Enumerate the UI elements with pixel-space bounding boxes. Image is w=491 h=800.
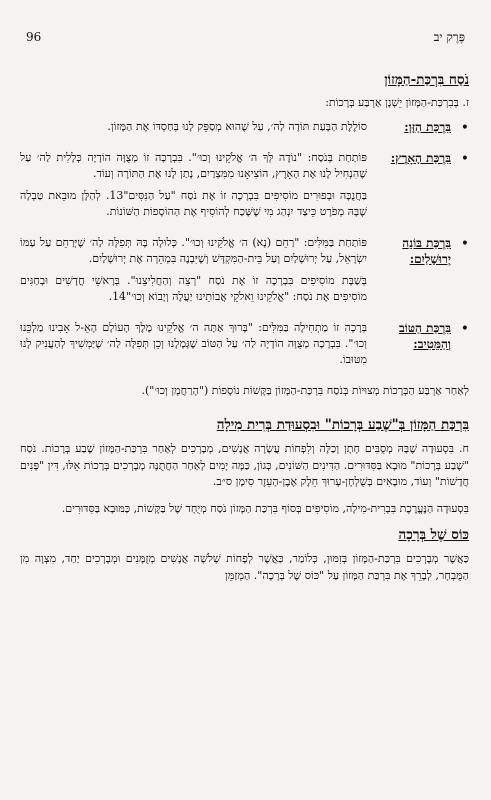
blessing-paragraph: בְּרָכָה זוֹ מַתְחִילָה בַּמִּלִּים: "בָּרוּךְ אַתָּה ה׳ אֱלֹקֵינוּ מֶלֶךְ הָעוֹלָם הָאֵ-ל אָבִינוּ מַלְכֵּנוּ וְכוּ׳". בִּבְרָכָה מְצֻוָּה הוֹדָיָה לַה׳ עַל הַטּוֹב שֶׁגְּמָלָנוּ וְכֵן תְּפִלָּה לַה׳ שֶׁיַּמְשִׁיךְ לְהַעֲנִיק לָנוּ מִטּוּבוֹ. bbox=[20, 321, 367, 366]
blessing-text bbox=[20, 150, 367, 226]
body-paragraph: ח. בִּסְעוּדָה שֶׁבָּהּ מְסֻבִּים חָתָן וְכַלָּה וְלִפְחוֹת עֲשָׂרָה אֲנָשִׁים, מְבָרְכִים לְאַחַר בִּרְכַּת-הַמָּזוֹן שֶׁבַע בְּרָכוֹת. נֹסַח "שֶׁבַע בְּרָכוֹת" מוּבָא בַּסִּדּוּרִים. הַדִּינִים הַשּׁוֹנִים, כְּגוֹן, כַּמָּה יָמִים לְאַחַר הַחֲתֻנָּה מְבָרְכִים בְּרָכוֹת אֵלּוּ, דִּין "פָּנִים חֲדָשׁוֹת" וְעוֹד, מוּבָאִים בְּשֻׁלְחָן-עָרוּךְ חֵלֶק אֶבֶן-הָעֵזֶר סִימָן ס״ב. bbox=[20, 442, 469, 488]
blessing-text bbox=[20, 119, 367, 141]
blessing-row-hatov-vehametiv bbox=[20, 320, 469, 374]
page-content bbox=[20, 72, 469, 594]
bullet-icon: • bbox=[460, 120, 469, 136]
blessing-paragraph: פּוֹתַחַת בְּנֹסַח: "נוֹדֶה לְּךָ ה׳ אֱלֹקֵינוּ וְכוּ׳". בִּבְרָכָה זוֹ מְצֻוָּה הוֹדָיָה כְּלָלִית לַה׳ עַל שֶׁהִנְחִיל לָנוּ אֶת הָאָרֶץ, הוֹצִיאָנוּ מִמִּצְרַיִם, נָתַן לָנוּ אֶת הַתּוֹרָה וְעוֹד. bbox=[20, 151, 367, 180]
body-paragraph: בִּסְעוּדָה הַנֶּעֱרֶכֶת בִּבְרִית-מִילָה, מוֹסִיפִים בְּסוֹף בִּרְכַּת הַמָּזוֹן נֹסַח מְיֻחָד שֶׁל בַּקָּשׁוֹת, כַּמּוּבָא בַּסִּדּוּרִים. bbox=[61, 501, 469, 515]
section-title: נֹסַח בִּרְכַּת-הַמָּזוֹן bbox=[384, 72, 469, 88]
blessing-label: בִּרְכַּת הָאָרֶץ: bbox=[390, 151, 451, 165]
blessing-paragraph: בְּשַׁבָּת מוֹסִיפִים בִּבְרָכָה זוֹ אֶת נֹסַח "רְצֵה וְהַחֲלִיצֵנוּ". בְּרָאשֵׁי חֳדָשִׁים וּבְחַגִּים מוֹסִיפִים אֶת נֹסַח: "אֱלֹקֵינוּ וֵאלֹקֵי אֲבוֹתֵינוּ יַעֲלֶה וְיָבוֹא וְכוּ׳"14. bbox=[20, 274, 367, 303]
blessing-label: בִּרְכַּת בּוֹנֵה יְרוּשָׁלַיִם: bbox=[402, 236, 451, 266]
blessing-label: בִּרְכַּת הַטּוֹב וְהַמֵּטִיב: bbox=[398, 321, 451, 351]
section-title: בִּרְכַּת הַמָּזוֹן בְּ"שֶׁבַע בְּרָכוֹת" וּבִסְעוּדַת בְּרִית מִילָה bbox=[216, 417, 469, 433]
section-sheva-brachot bbox=[20, 417, 469, 517]
bullet-icon: • bbox=[460, 236, 469, 252]
running-head bbox=[26, 30, 465, 50]
bullet-icon: • bbox=[460, 151, 469, 167]
after-blessings-note: לְאַחַר אַרְבַּע הַבְּרָכוֹת מְצוּיוֹת בְּנֹסַח בִּרְכַּת-הַמָּזוֹן בַּקָּשׁוֹת נוֹסָפוֹת ("הָרַחֲמָן וְכוּ׳"). bbox=[141, 384, 469, 397]
blessing-label: בִּרְכַּת הַזָּן: bbox=[404, 120, 451, 134]
blessing-paragraph: סוֹלֶלֶת הַבָּעַת תּוֹדָה לַה׳, עַל שֶׁהוּא מְסַפֵּק לָנוּ בְּחַסְדּוֹ אֶת הַמָּזוֹן. bbox=[107, 120, 367, 133]
section-title: כּוֹס שֶׁל בְּרָכָה bbox=[398, 527, 469, 543]
bullet-icon: • bbox=[460, 321, 469, 337]
section-birkat-hamazon-text bbox=[20, 72, 469, 399]
page-number: 96 bbox=[26, 30, 42, 44]
blessing-row-hazan bbox=[20, 119, 469, 141]
section-kos-shel-bracha bbox=[20, 527, 469, 584]
blessing-paragraph: בַּחֲנֻכָּה וּבְפוּרִים מוֹסִיפִים בִּבְרָכָה זוֹ אֶת נֹסַח "עַל הַנִּסִּים"13. לְהַלָּן מוּבֵאת טַבְלָה שֶׁבָּהּ מְפֹרָט כֵּיצַד יִנְהַג מִי שֶׁשָּׁכַח לְהוֹסִיף אֶת הַהוֹסָפוֹת הַשּׁוֹנוֹת. bbox=[20, 189, 367, 218]
blessing-text bbox=[20, 235, 367, 311]
section-intro: ז. בְּבִרְכַּת-הַמָּזוֹן יֵשְׁנָן אַרְבַּע בְּרָכוֹת: bbox=[325, 96, 469, 109]
blessing-text bbox=[20, 320, 367, 374]
blessing-paragraph: פּוֹתַחַת בַּמִּלִּים: "רַחֵם (נָא) ה׳ אֱלֹקֵינוּ וְכוּ׳". כְּלוּלָה בָּהּ תְּפִלָּה לַה׳ שֶׁיְּרַחֵם עַל עַמּוֹ יִשְׂרָאֵל, עַל יְרוּשָׁלַיִם וְעַל בֵּית-הַמִּקְדָּשׁ וְשֶׁיִּבְנֶה בִּמְהֵרָה אֶת יְרוּשָׁלַיִם. bbox=[20, 236, 367, 265]
blessing-row-boneh-yerushalayim bbox=[20, 235, 469, 311]
body-paragraph: כַּאֲשֶׁר מְבָרְכִים בִּרְכַּת-הַמָּזוֹן בְּזִמּוּן, כְּלוֹמַר, כַּאֲשֶׁר לְפָחוֹת שְׁלֹשָׁה אֲנָשִׁים מְזֻמָּנִים וּמְבָרְכִים יַחַד, מִצְוָה מִן הַמֻּבְחָר, לְבָרֵךְ אֶת בִּרְכַּת הַמָּזוֹן עַל "כּוֹס שֶׁל בְּרָכָה". הַמְזַמֵּן bbox=[20, 552, 469, 582]
blessing-row-haaretz bbox=[20, 150, 469, 226]
chapter-label: פֶּרֶק יב bbox=[433, 30, 465, 44]
